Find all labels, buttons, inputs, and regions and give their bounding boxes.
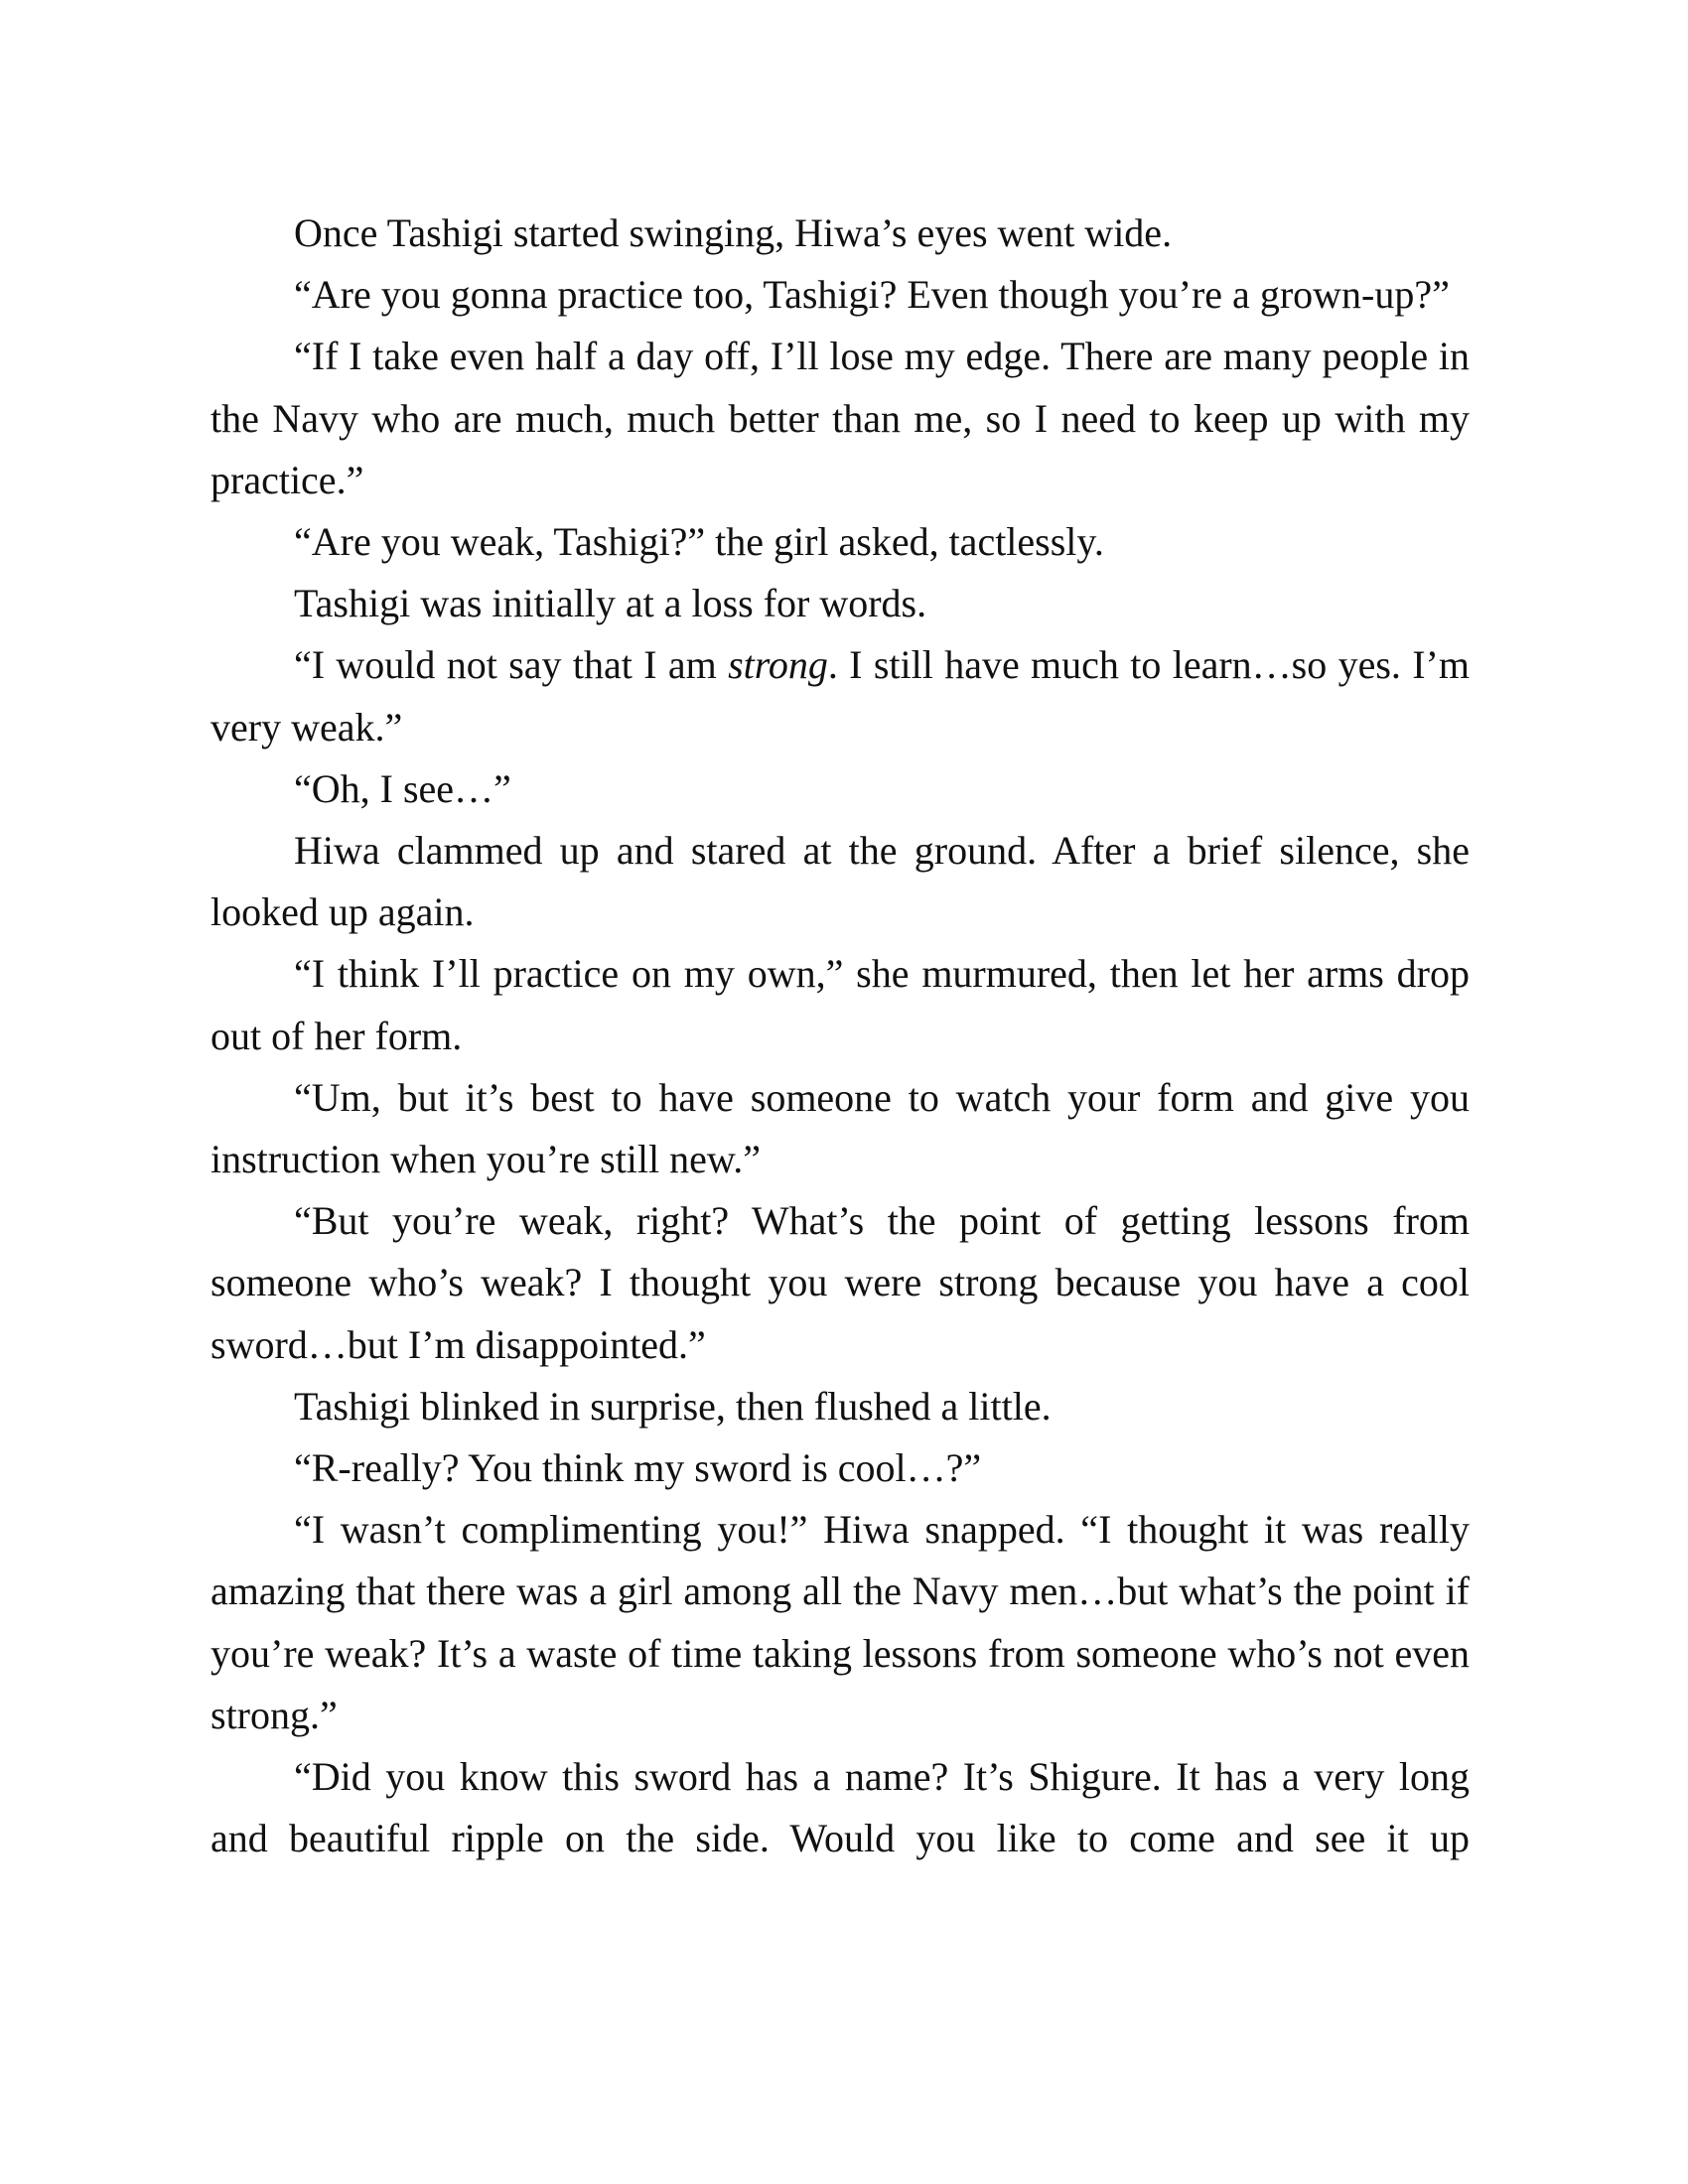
paragraph: “Oh, I see…” bbox=[294, 765, 511, 811]
paragraph-text: “I would not say that I am bbox=[294, 642, 729, 688]
paragraph: Tashigi blinked in surprise, then flushed a little. bbox=[294, 1383, 1052, 1429]
paragraph: Hiwa clammed up and stared at the ground. After a brief silence, she looked up again. bbox=[211, 828, 1470, 935]
paragraph-text: . I still have much to learn…so yes. I’m very weak.” bbox=[211, 642, 1470, 750]
paragraph: Once Tashigi started swinging, Hiwa’s eyes went wide. bbox=[294, 210, 1173, 255]
paragraph: “I think I’ll practice on my own,” she murmured, then let her arms drop out of her form. bbox=[211, 951, 1470, 1058]
book-page-body bbox=[211, 203, 1470, 1869]
paragraph: “But you’re weak, right? What’s the point of getting lessons from someone who’s weak? I thought you were strong because you have a cool sword…but I’m disappointed.” bbox=[211, 1198, 1470, 1367]
paragraph: “I wasn’t complimenting you!” Hiwa snapped. “I thought it was really amazing that there was a girl among all the Navy men…but what’s the point if you’re weak? It’s a waste of time taking lessons from someone who’s not even strong.” bbox=[211, 1507, 1470, 1737]
paragraph: “Are you gonna practice too, Tashigi? Even though you’re a grown-up?” bbox=[294, 272, 1450, 318]
paragraph-with-emphasis bbox=[211, 634, 1470, 757]
paragraph: “Are you weak, Tashigi?” the girl asked, tactlessly. bbox=[294, 519, 1104, 565]
emphasized-word: strong bbox=[728, 642, 828, 688]
paragraph-continues: “Did you know this sword has a name? It’s Shigure. It has a very long and beautiful ripple on the side. Would you like to come and see it up bbox=[211, 1754, 1470, 1861]
paragraph: Tashigi was initially at a loss for words. bbox=[294, 581, 927, 626]
paragraph: “If I take even half a day off, I’ll lose my edge. There are many people in the Navy who are much, much better than me, so I need to keep up with my practice.” bbox=[211, 334, 1470, 502]
paragraph: “R-really? You think my sword is cool…?” bbox=[294, 1445, 982, 1491]
paragraph: “Um, but it’s best to have someone to watch your form and give you instruction when you’re still new.” bbox=[211, 1074, 1470, 1182]
